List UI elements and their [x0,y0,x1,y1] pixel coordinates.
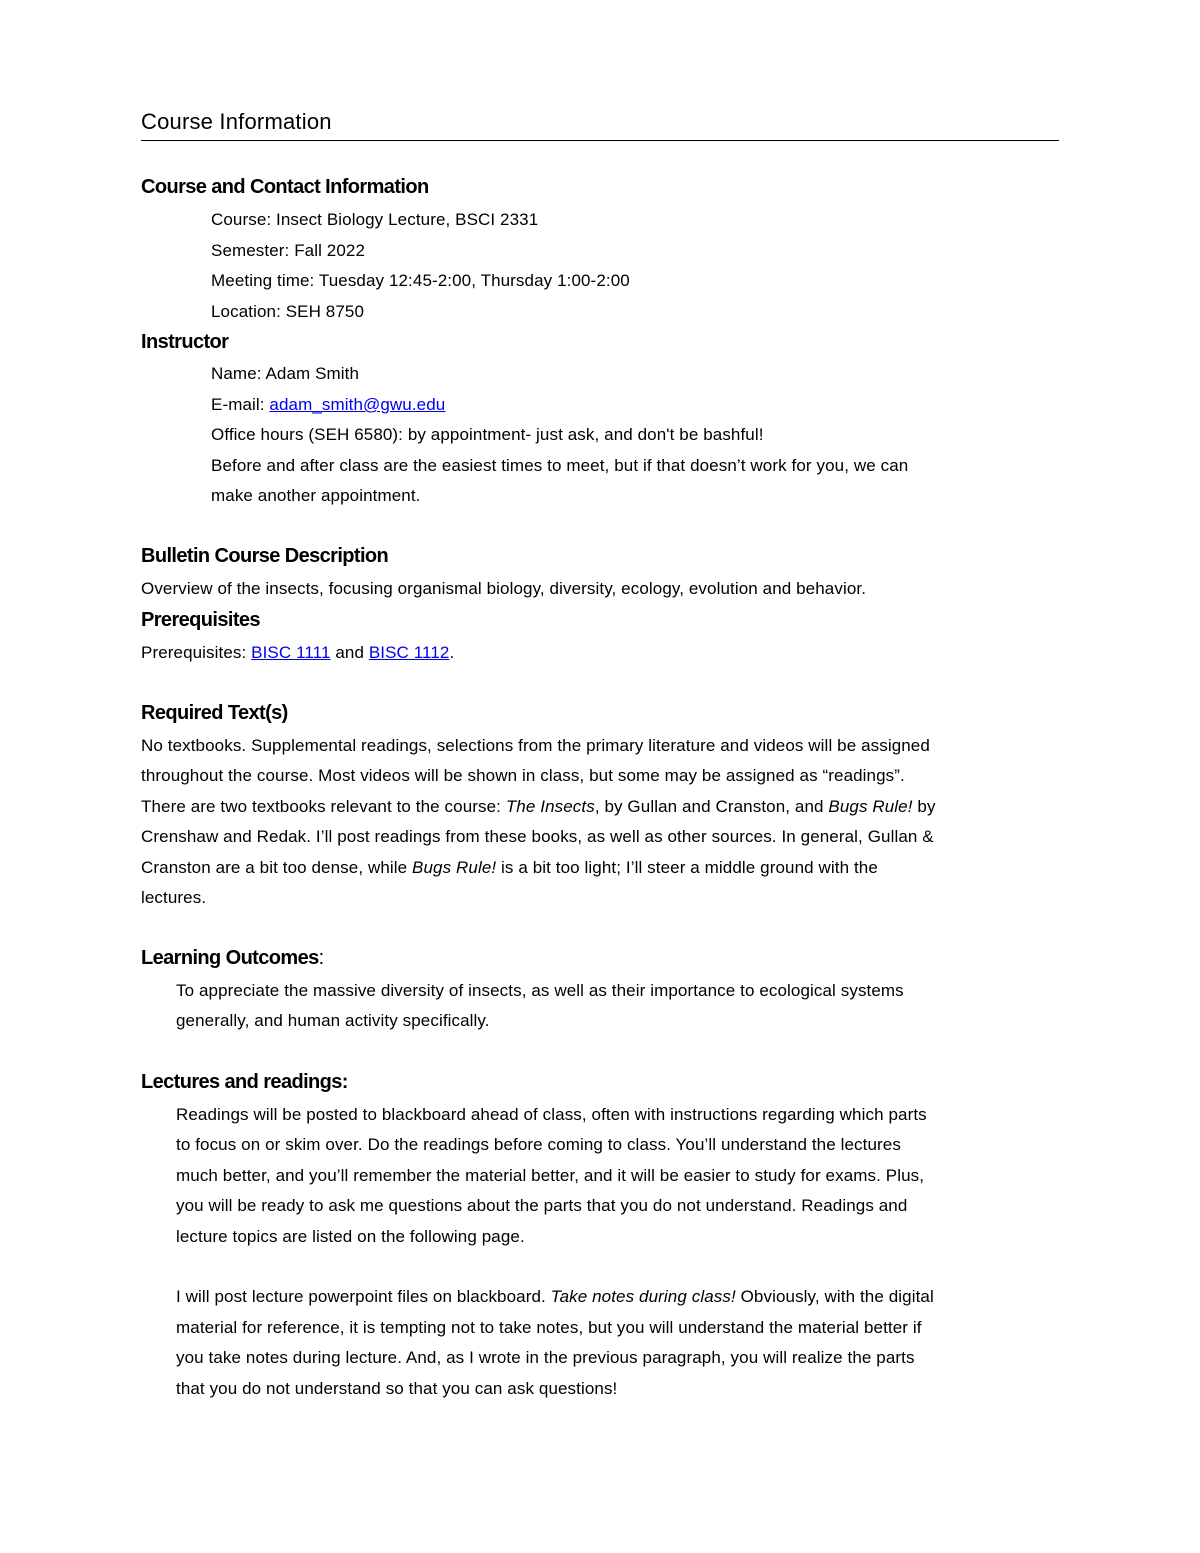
learning-outcomes-line-1: To appreciate the massive diversity of insects, as well as their importance to ecological systems [176,981,904,1000]
bisc-1112-link[interactable]: BISC 1112 [368,643,450,662]
required-texts-line-2: throughout the course. Most videos will be shown in class, but some may be assigned as “readings”. [141,766,905,785]
prerequisites-and: and [330,643,369,662]
learning-outcomes-colon: : [318,947,324,969]
course-line: Course: Insect Biology Lecture, BSCI 2331 [211,210,539,229]
text-segment: I will post lecture powerpoint files on blackboard. [176,1287,551,1306]
book-title-bugs-rule: Bugs Rule! [412,858,497,877]
course-contact-heading: Course and Contact Information [141,176,429,198]
bisc-1111-link[interactable]: BISC 1111 [251,643,331,662]
text-segment: is a bit too light; I’ll steer a middle ground with the [496,858,878,877]
lectures-p2-line-1 [176,1287,934,1307]
required-texts-line-5 [141,858,878,878]
required-texts-line-6: lectures. [141,888,207,907]
prerequisites-heading: Prerequisites [141,609,260,631]
instructor-heading: Instructor [141,331,229,353]
text-segment: Obviously, with the digital [735,1287,934,1306]
learning-outcomes-heading [141,947,324,970]
lectures-p1-line-2: to focus on or skim over. Do the readings before coming to class. You’ll understand the lectures [176,1135,901,1154]
lectures-p1-line-1: Readings will be posted to blackboard ahead of class, often with instructions regarding which parts [176,1105,927,1124]
prerequisites-line [141,643,454,663]
text-segment: by [912,797,936,816]
learning-outcomes-line-2: generally, and human activity specifically. [176,1011,490,1030]
lectures-p2-line-4: that you do not understand so that you can ask questions! [176,1379,618,1398]
lectures-heading: Lectures and readings: [141,1071,348,1093]
instructor-email-line [211,395,445,415]
email-label: E-mail: [211,395,270,414]
title-divider [141,140,1059,141]
learning-outcomes-title: Learning Outcomes [141,947,319,969]
bulletin-description: Overview of the insects, focusing organismal biology, diversity, ecology, evolution and behavior. [141,579,867,598]
required-texts-line-1: No textbooks. Supplemental readings, selections from the primary literature and videos will be assigned [141,736,930,755]
email-link[interactable]: adam_smith@gwu.edu [269,395,446,414]
location-line: Location: SEH 8750 [211,302,365,321]
text-segment: Cranston are a bit too dense, while [141,858,413,877]
required-texts-line-3 [141,797,936,817]
office-hours-line: Office hours (SEH 6580): by appointment- just ask, and don't be bashful! [211,425,764,444]
lectures-p2-line-2: material for reference, it is tempting not to take notes, but you will understand the material better if [176,1318,922,1337]
required-texts-heading: Required Text(s) [141,702,288,724]
book-title-bugs-rule: Bugs Rule! [828,797,913,816]
text-segment: There are two textbooks relevant to the course: [141,797,506,816]
bulletin-heading: Bulletin Course Description [141,545,389,567]
semester-line: Semester: Fall 2022 [211,241,366,260]
instructor-name: Name: Adam Smith [211,364,360,383]
prerequisites-label: Prerequisites: [141,643,252,662]
lectures-p2-line-3: you take notes during lecture. And, as I wrote in the previous paragraph, you will realize the parts [176,1348,915,1367]
emphasis-take-notes: Take notes during class! [550,1287,736,1306]
prerequisites-period: . [449,643,455,662]
page-title: Course Information [141,109,332,134]
lectures-p1-line-3: much better, and you’ll remember the material better, and it will be easier to study for exams. Plus, [176,1166,925,1185]
meeting-note-line-2: make another appointment. [211,486,421,505]
lectures-p1-line-5: lecture topics are listed on the following page. [176,1227,525,1246]
meeting-time-line: Meeting time: Tuesday 12:45-2:00, Thursday 1:00-2:00 [211,271,630,290]
lectures-p1-line-4: you will be ready to ask me questions about the parts that you do not understand. Readings and [176,1196,908,1215]
book-title-the-insects: The Insects [505,797,595,816]
meeting-note-line-1: Before and after class are the easiest times to meet, but if that doesn’t work for you, we can [211,456,909,475]
text-segment: , by Gullan and Cranston, and [594,797,829,816]
required-texts-line-4: Crenshaw and Redak. I’ll post readings from these books, as well as other sources. In general, Gullan & [141,827,934,846]
